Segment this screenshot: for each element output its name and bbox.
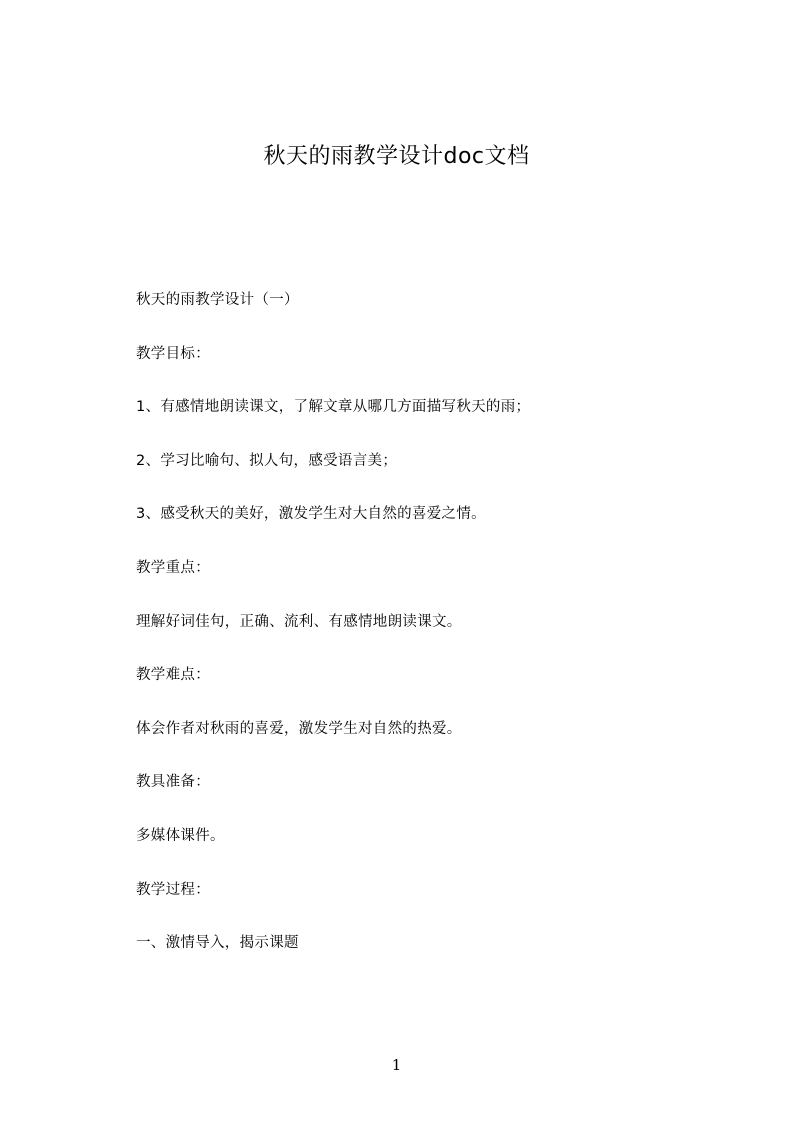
text-line: 1、有感情地朗读课文，了解文章从哪几方面描写秋天的雨； [136,399,531,416]
text-line: 体会作者对秋雨的喜爱，激发学生对自然的热爱。 [136,720,462,737]
text-line: 理解好词佳句，正确、流利、有感情地朗读课文。 [136,613,462,630]
page-number: 1 [391,1056,402,1074]
document-title: 秋天的雨教学设计doc文档 [263,144,530,169]
text-line: 2、学习比喻句、拟人句，感受语言美； [136,452,398,469]
section-heading: 秋天的雨教学设计（一） [136,292,299,308]
text-line: 教学过程： [136,881,210,898]
text-line: 教具准备： [136,774,210,791]
text-line: 一、激情导入，揭示课题 [136,935,299,952]
text-line: 3、感受秋天的美好，激发学生对大自然的喜爱之情。 [136,506,486,523]
text-line: 教学重点： [136,559,210,576]
text-line: 多媒体课件。 [136,827,225,844]
text-line: 教学目标： [136,345,210,362]
document-body [136,289,696,986]
text-line: 教学难点： [136,667,210,684]
